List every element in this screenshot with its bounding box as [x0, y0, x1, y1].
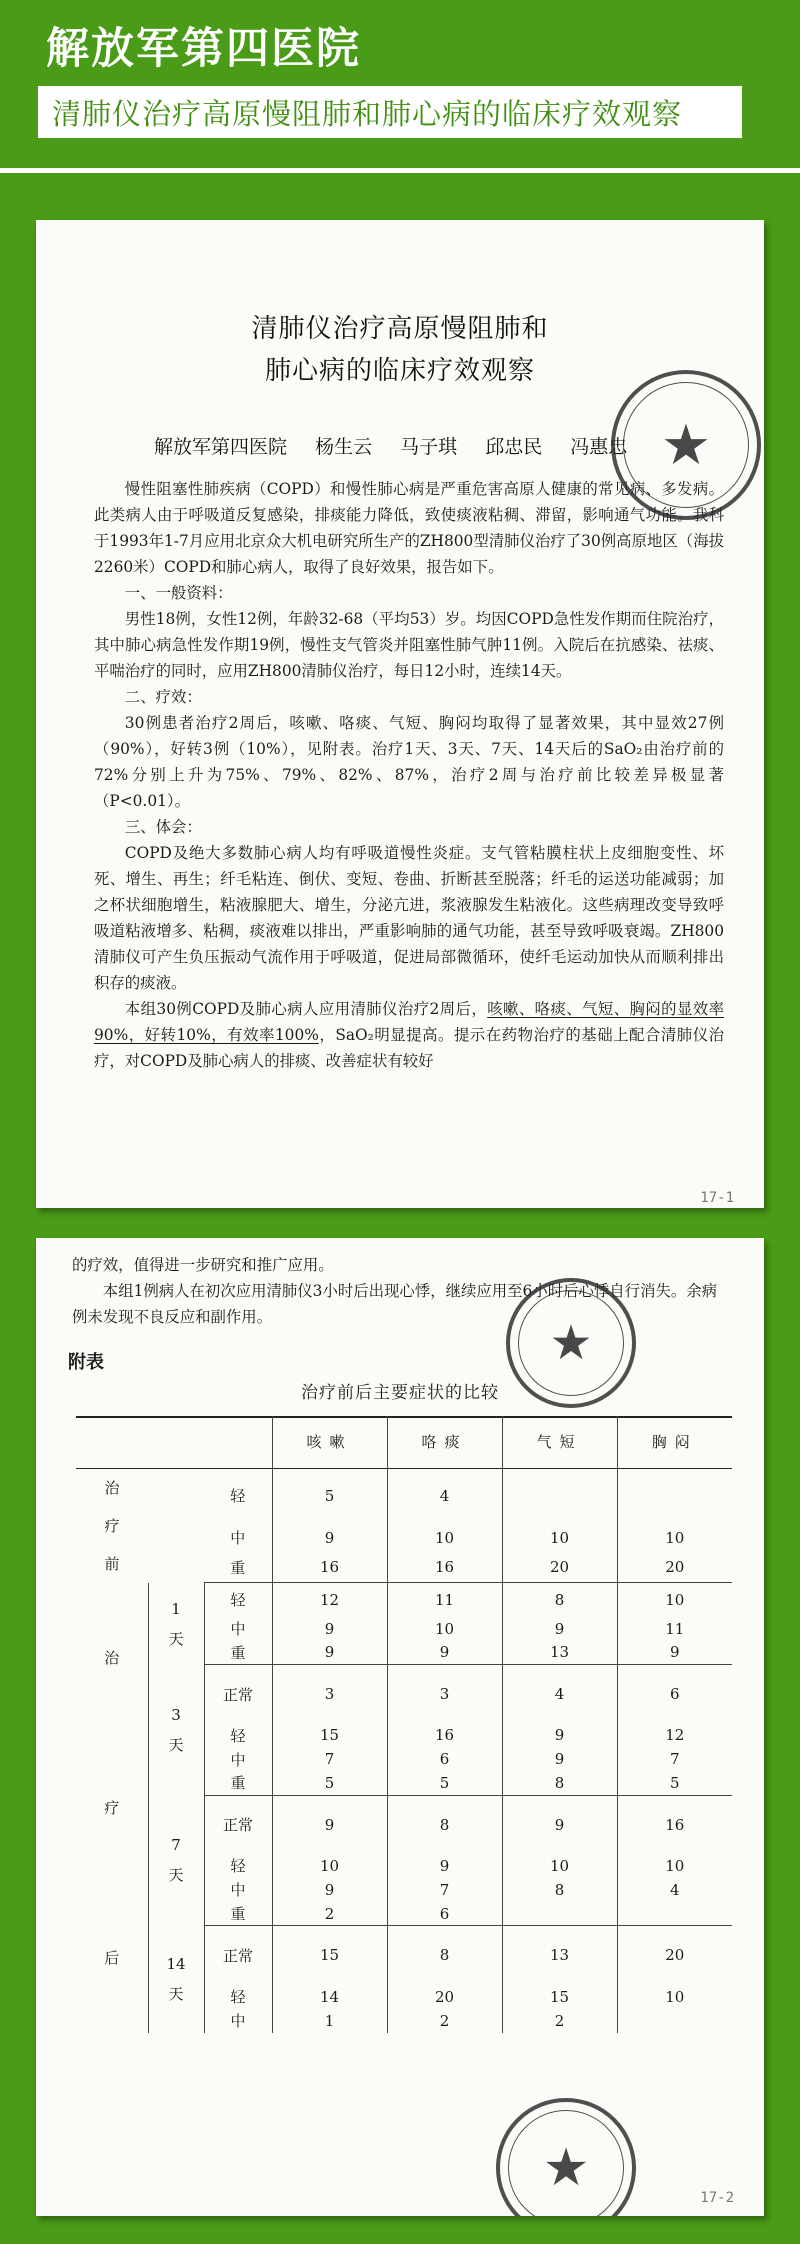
table-cell: 8 — [387, 1795, 502, 1854]
table-cell: 13 — [502, 1641, 617, 1665]
article-subtitle: 清肺仪治疗高原慢阻肺和肺心病的临床疗效观察 — [52, 96, 683, 131]
severity-level: 轻 — [204, 1723, 272, 1747]
document-page-1 — [36, 220, 764, 1208]
table-cell — [617, 1902, 732, 1926]
table-cell: 1 — [272, 2009, 387, 2033]
severity-level: 中 — [230, 1529, 246, 1548]
table-cell: 10 — [387, 1523, 502, 1553]
table-row — [76, 1926, 732, 1985]
group-label-before — [76, 1468, 148, 1583]
severity-level: 轻 — [204, 1985, 272, 2009]
star-icon: ★ — [549, 1315, 593, 1371]
intro-paragraph: 慢性阻塞性肺疾病（COPD）和慢性肺心病是严重危害高原人健康的常见病、多发病。此类病人由于呼吸道反复感染，排痰能力降低，致使痰液粘稠、滞留，影响通气功能。我科于1993年1-7月应用北京众大机电研究所生产的ZH800型清肺仪治疗了30例高原地区（海拔2260米）COPD和肺心病人，取得了良好效果，报告如下。 — [94, 480, 724, 576]
severity-level: 正常 — [204, 1795, 272, 1854]
day-label-part: 天 — [168, 1629, 184, 1648]
table-cell: 12 — [617, 1723, 732, 1747]
author-affiliation: 解放军第四医院 — [154, 436, 288, 458]
group-label-after — [76, 1583, 148, 2033]
table-cell: 5 — [617, 1771, 732, 1795]
table-cell: 13 — [502, 1926, 617, 1985]
hospital-name: 解放军第四医院 — [46, 24, 361, 74]
table-cell: 10 — [617, 1854, 732, 1878]
table-cell: 2 — [502, 2009, 617, 2033]
group-label-char: 前 — [104, 1554, 120, 1573]
author-name: 杨生云 — [315, 436, 373, 458]
day-label — [148, 1665, 204, 1796]
table-cell: 10 — [617, 1523, 732, 1553]
table-cell: 16 — [617, 1795, 732, 1854]
severity-level: 中 — [204, 1878, 272, 1902]
table-cell: 16 — [387, 1723, 502, 1747]
day-label-part: 天 — [168, 1985, 184, 2004]
official-seal-stamp — [506, 1278, 636, 1408]
day-label-part: 7 — [171, 1836, 181, 1855]
table-cell: 15 — [502, 1985, 617, 2009]
table-cell: 11 — [387, 1583, 502, 1617]
table-cell: 2 — [387, 2009, 502, 2033]
section-1-body: 男性18例，女性12例，年龄32-68（平均53）岁。均因COPD急性发作期而住院治疗，其中肺心病急性发作期19例，慢性支气管炎并阻塞性肺气肿11例。入院后在抗感染、祛痰、平喘治疗的同时，应用ZH800清肺仪治疗，每日12小时，连续14天。 — [94, 610, 724, 680]
table-cell: 20 — [617, 1926, 732, 1985]
day-label — [148, 1795, 204, 1926]
table-cell: 15 — [272, 1723, 387, 1747]
day-label-part: 天 — [168, 1735, 184, 1754]
group-label-char: 治 — [104, 1648, 120, 1667]
table-row — [76, 1795, 732, 1854]
severity-level: 重 — [204, 1771, 272, 1795]
table-cell: 9 — [272, 1878, 387, 1902]
doc-title-line2: 肺心病的临床疗效观察 — [264, 356, 535, 386]
table-cell: 4 — [617, 1878, 732, 1902]
table-cell: 9 — [502, 1747, 617, 1771]
table-cell: 6 — [617, 1665, 732, 1724]
underlined-result: 咳嗽、咯痰、气短、胸闷的显效率90%，好转10%，有效率100% — [94, 1000, 724, 1044]
group-label-char: 疗 — [104, 1516, 120, 1535]
table-cell: 9 — [502, 1795, 617, 1854]
author-name: 马子琪 — [400, 436, 458, 458]
table-cell: 10 — [502, 1523, 617, 1553]
severity-level: 轻 — [204, 1583, 272, 1617]
official-seal-stamp — [611, 370, 761, 520]
table-cell: 6 — [387, 1747, 502, 1771]
severity-level: 重 — [204, 1902, 272, 1926]
author-line — [154, 432, 649, 459]
symptom-comparison-table — [76, 1416, 732, 2033]
table-cell: 9 — [387, 1641, 502, 1665]
table-cell: 7 — [387, 1878, 502, 1902]
subtitle-banner — [38, 86, 742, 138]
table-cell: 9 — [617, 1641, 732, 1665]
table-cell: 9 — [502, 1723, 617, 1747]
table-cell — [617, 2009, 732, 2033]
column-header: 咯痰 — [387, 1416, 502, 1468]
severity-level: 重 — [204, 1641, 272, 1665]
side-effects-paragraph: 本组1例病人在初次应用清肺仪3小时后出现心悸，继续应用至6小时后心悸自行消失。余病例未发现不良反应和副作用。 — [72, 1282, 718, 1326]
author-name: 冯惠忠 — [570, 436, 628, 458]
severity-level: 中 — [204, 1747, 272, 1771]
table-cell: 4 — [387, 1468, 502, 1523]
section-3-conclusion — [94, 996, 724, 1074]
table-cell: 9 — [272, 1641, 387, 1665]
table-cell: 9 — [272, 1795, 387, 1854]
section-3-body: COPD及绝大多数肺心病人均有呼吸道慢性炎症。支气管粘膜柱状上皮细胞变性、坏死、增生、再生；纤毛粘连、倒伏、变短、卷曲、折断甚至脱落；纤毛的运送功能减弱；加之杯状细胞增生，粘液腺肥大、增生，分泌亢进，浆液腺发生粘液化。这些病理改变导致呼吸道粘液增多、粘稠，痰液难以排出，严重影响肺的通气功能，甚至导致呼吸衰竭。ZH800清肺仪可产生负压振动气流作用于呼吸道，促进局部微循环，使纤毛运动加快从而顺利排出积存的痰液。 — [94, 844, 724, 992]
table-cell: 20 — [502, 1553, 617, 1583]
appendix-label: 附表 — [68, 1352, 104, 1373]
table-cell: 20 — [387, 1985, 502, 2009]
severity-level: 正常 — [204, 1665, 272, 1724]
star-icon: ★ — [542, 2138, 590, 2198]
table-cell — [617, 1468, 732, 1523]
section-3-title: 三、体会： — [124, 818, 202, 836]
table-cell: 12 — [272, 1583, 387, 1617]
table-cell: 8 — [502, 1878, 617, 1902]
day-blank — [148, 1468, 204, 1583]
document-page-2 — [36, 1238, 764, 2216]
official-seal-stamp — [496, 2098, 636, 2216]
table-row — [76, 1468, 732, 1523]
table-cell: 3 — [272, 1665, 387, 1724]
table-cell: 9 — [272, 1523, 387, 1553]
table-cell: 9 — [387, 1854, 502, 1878]
table-cell: 10 — [617, 1583, 732, 1617]
severity-level: 中 — [204, 1617, 272, 1641]
star-icon: ★ — [660, 412, 712, 478]
table-cell: 14 — [272, 1985, 387, 2009]
table-cell: 7 — [272, 1747, 387, 1771]
section-2-body: 30例患者治疗2周后，咳嗽、咯痰、气短、胸闷均取得了显著效果，其中显效27例（90%），好转3例（10%），见附表。治疗1天、3天、7天、14天后的SaO₂由治疗前的72%分别上升为75%、79%、82%、87%，治疗2周与治疗前比较差异极显著（P<0.01）。 — [94, 714, 724, 810]
severity-level: 轻 — [204, 1854, 272, 1878]
group-label-char: 后 — [104, 1948, 120, 1967]
header-blank — [76, 1416, 272, 1468]
page-number: 17-2 — [700, 2190, 734, 2206]
severity-level: 中 — [204, 2009, 272, 2033]
table-cell: 20 — [617, 1553, 732, 1583]
conclusion-text: ，SaO₂明显提高。提示在药物治疗的基础上配合清肺仪治疗，对COPD及肺心病人的排痰、改善症状有较好 — [94, 1026, 724, 1070]
severity-level: 正常 — [204, 1926, 272, 1985]
column-header: 胸闷 — [617, 1416, 732, 1468]
conclusion-text: 本组30例COPD及肺心病人应用清肺仪治疗2周后， — [124, 1000, 488, 1018]
column-header: 气短 — [502, 1416, 617, 1468]
table-header-row — [76, 1416, 732, 1468]
table-cell: 15 — [272, 1926, 387, 1985]
day-label-part: 3 — [171, 1705, 181, 1724]
table-row — [76, 1665, 732, 1724]
author-name: 邱忠民 — [485, 436, 543, 458]
table-cell: 8 — [502, 1771, 617, 1795]
page-header — [0, 0, 800, 168]
table-cell: 8 — [502, 1583, 617, 1617]
table-cell: 5 — [272, 1771, 387, 1795]
severity-level: 轻 — [230, 1487, 246, 1506]
column-header: 咳嗽 — [272, 1416, 387, 1468]
table-cell: 2 — [272, 1902, 387, 1926]
page-number: 17-1 — [700, 1190, 734, 1206]
table-cell: 10 — [272, 1854, 387, 1878]
table-cell: 7 — [617, 1747, 732, 1771]
day-label — [148, 1926, 204, 2033]
table-cell: 5 — [387, 1771, 502, 1795]
day-label-part: 1 — [171, 1599, 181, 1618]
table-cell: 4 — [502, 1665, 617, 1724]
article-body — [94, 476, 724, 1074]
table-cell: 11 — [617, 1617, 732, 1641]
header-divider — [0, 168, 800, 173]
group-label-char: 疗 — [104, 1798, 120, 1817]
section-1-title: 一、一般资料： — [124, 584, 233, 602]
severity-level: 重 — [204, 1553, 272, 1583]
table-title: 治疗前后主要症状的比较 — [301, 1383, 499, 1403]
table-cell: 16 — [272, 1553, 387, 1583]
table-cell: 3 — [387, 1665, 502, 1724]
table-cell: 9 — [272, 1617, 387, 1641]
day-label-part: 14 — [166, 1955, 186, 1974]
doc-title-line1: 清肺仪治疗高原慢阻肺和 — [251, 314, 549, 344]
day-label-part: 天 — [168, 1866, 184, 1885]
table-cell: 5 — [272, 1468, 387, 1523]
table-cell: 6 — [387, 1902, 502, 1926]
day-label — [148, 1583, 204, 1665]
table-cell: 8 — [387, 1926, 502, 1985]
table-cell: 10 — [387, 1617, 502, 1641]
table-cell — [502, 1902, 617, 1926]
table-cell: 10 — [502, 1854, 617, 1878]
table-cell: 16 — [387, 1553, 502, 1583]
group-label-char: 治 — [104, 1478, 120, 1497]
section-2-title: 二、疗效： — [124, 688, 202, 706]
table-cell — [502, 1468, 617, 1523]
table-cell: 10 — [617, 1985, 732, 2009]
table-row — [76, 1583, 732, 1617]
table-cell: 9 — [502, 1617, 617, 1641]
continued-line: 的疗效，值得进一步研究和推广应用。 — [72, 1256, 334, 1274]
